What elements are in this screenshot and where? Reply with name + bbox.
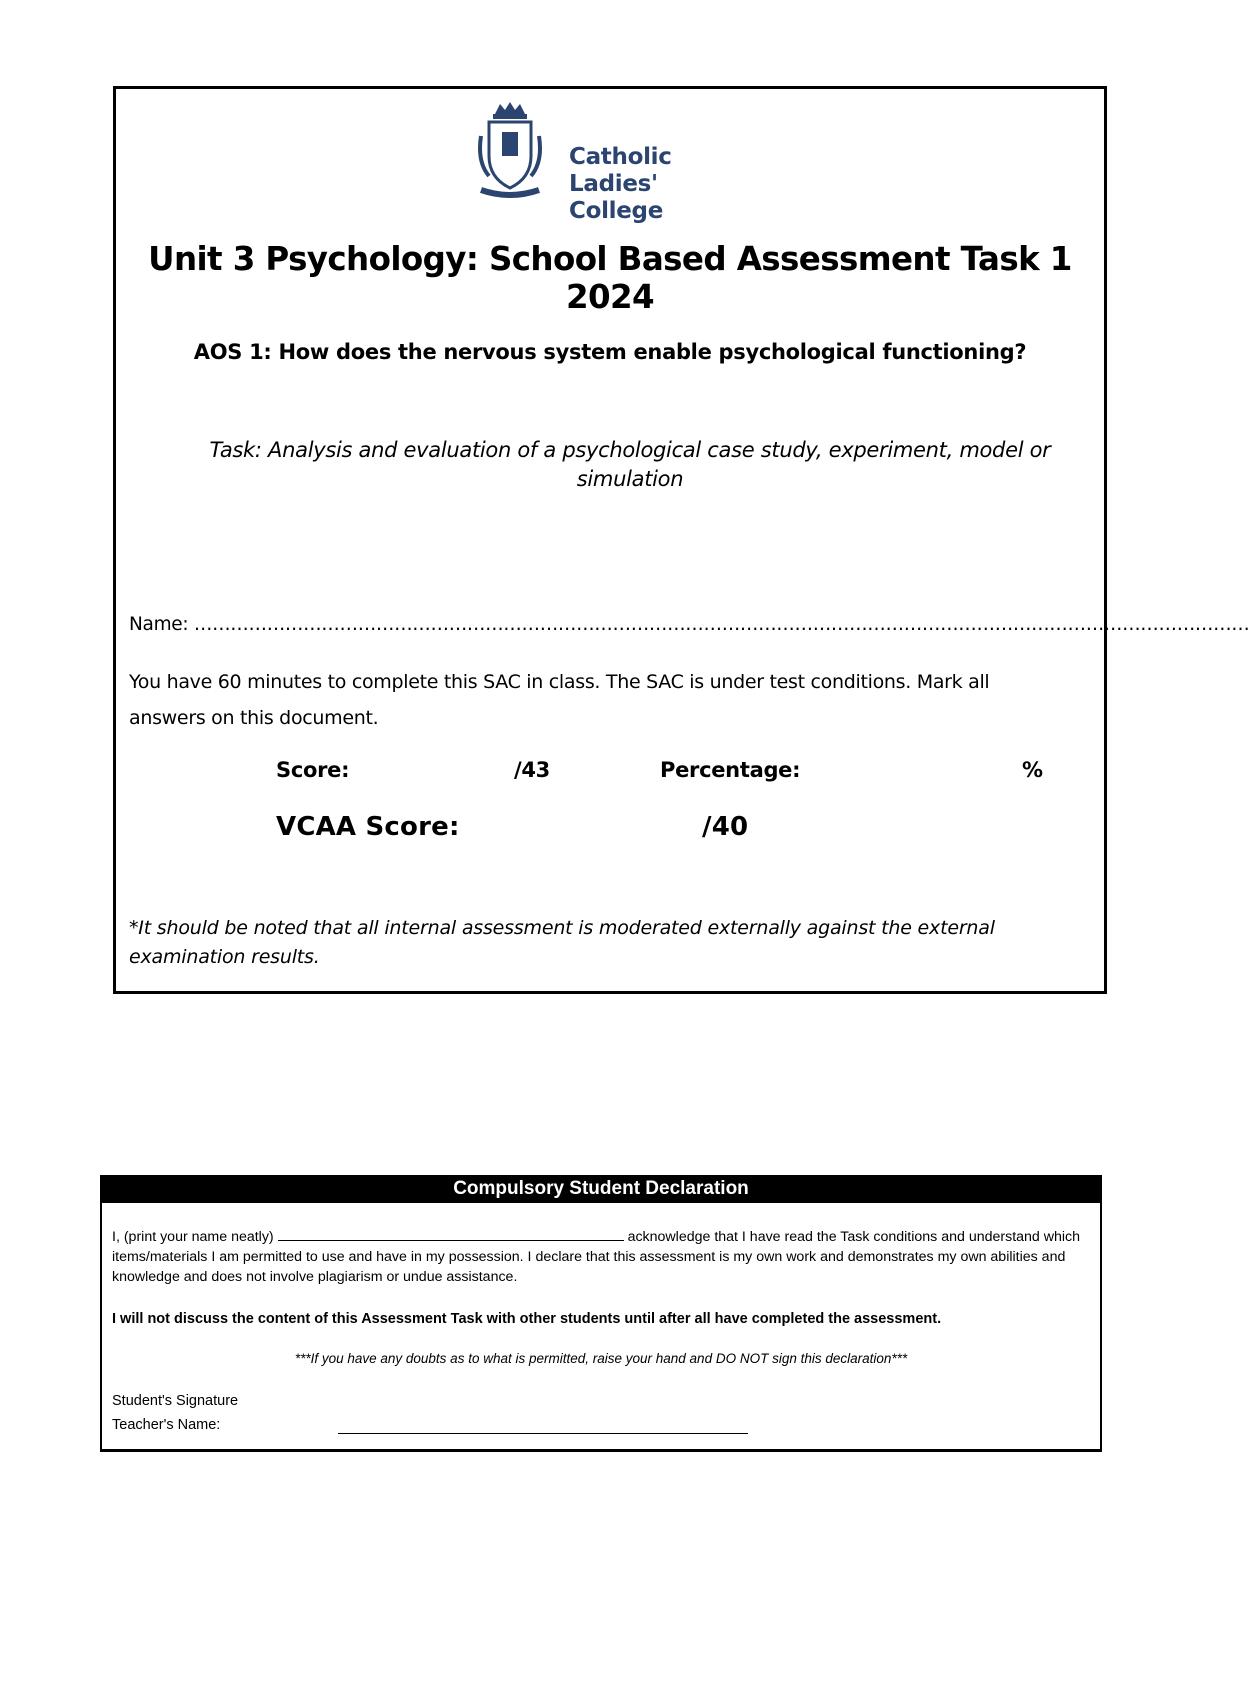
teacher-name-label: Teacher's Name: <box>112 1417 221 1433</box>
percentage-label: Percentage: <box>660 758 801 782</box>
declaration-text <box>112 1227 1092 1287</box>
print-name-blank[interactable] <box>278 1228 624 1241</box>
percent-sign: % <box>1022 758 1043 782</box>
declaration-bold-statement: I will not discuss the content of this Assessment Task with other students until after all have completed the assessment. <box>112 1311 942 1327</box>
school-logo <box>475 100 755 224</box>
student-signature-label: Student's Signature <box>112 1393 239 1409</box>
name-label: Name: <box>129 614 189 635</box>
crest-icon <box>475 100 545 204</box>
declaration-text-before: I, (print your name neatly) <box>112 1229 274 1245</box>
moderation-note: *It should be noted that all internal assessment is moderated externally against the external examination results. <box>129 917 995 968</box>
document-title: Unit 3 Psychology: School Based Assessment Task 1 2024 <box>148 240 1072 316</box>
declaration-warning: ***If you have any doubts as to what is permitted, raise your hand and DO NOT sign this declaration*** <box>294 1351 908 1366</box>
vcaa-out-of: /40 <box>702 812 749 842</box>
score-label: Score: <box>276 758 350 782</box>
school-name <box>569 144 755 225</box>
teacher-name-blank[interactable] <box>338 1433 748 1434</box>
declaration-heading: Compulsory Student Declaration <box>102 1175 1100 1203</box>
name-dots: ………………………………………………………………………………………………………………………………………………………… <box>193 614 1250 635</box>
instructions-text: You have 60 minutes to complete this SAC in class. The SAC is under test conditions. Mark all answers on this document. <box>129 671 990 729</box>
student-declaration <box>100 1175 1102 1452</box>
name-field[interactable] <box>129 614 1250 635</box>
score-out-of: /43 <box>514 758 550 782</box>
school-name-line1: Catholic <box>569 144 672 170</box>
task-description: Task: Analysis and evaluation of a psychological case study, experiment, model or simulation <box>209 438 1051 491</box>
vcaa-score-label: VCAA Score: <box>276 812 460 842</box>
school-name-line2: Ladies' College <box>569 171 664 224</box>
aos-heading: AOS 1: How does the nervous system enable psychological functioning? <box>193 340 1027 364</box>
declaration-text-after: acknowledge that I have read the Task conditions and understand which items/materials I am permitted to use and have in my possession. I declare that this assessment is my own work and demonstrates my own abilities and knowledge and does not involve plagiarism or undue assistance. <box>112 1229 1081 1285</box>
